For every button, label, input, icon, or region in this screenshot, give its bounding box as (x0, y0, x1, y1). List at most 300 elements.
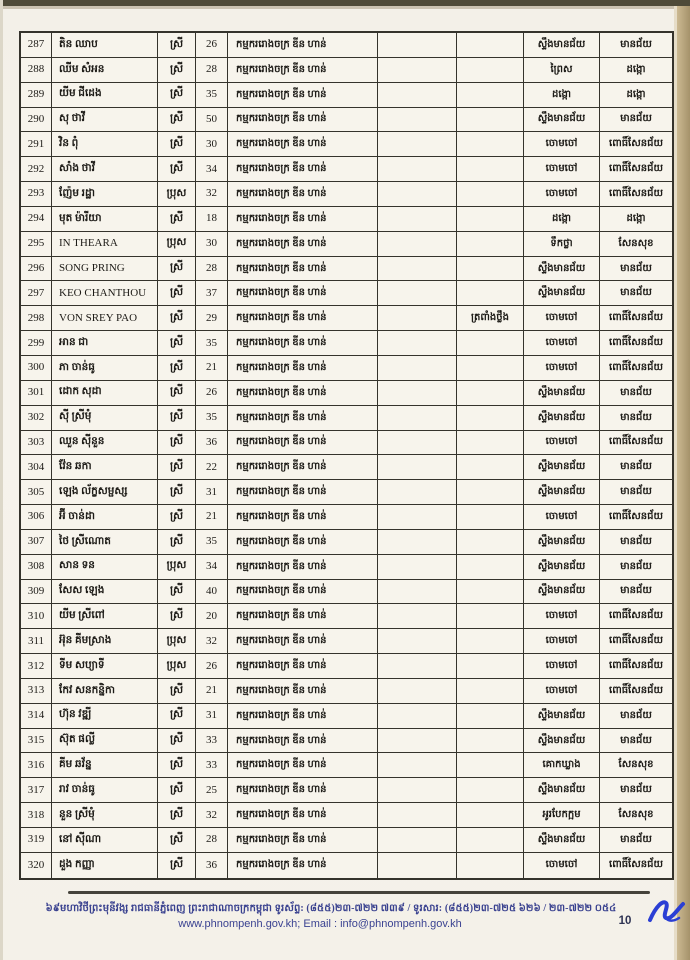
cell-no: 307 (21, 530, 52, 555)
cell-khan: ពោធិ៍សែនជ័យ (600, 331, 672, 356)
cell-sangkat: ស្ទឹងមានជ័យ (524, 257, 600, 282)
cell-age: 36 (196, 853, 228, 878)
cell-age: 26 (196, 654, 228, 679)
cell-sangkat: ចោមចៅ (524, 331, 600, 356)
cell-khan: មានជ័យ (600, 555, 672, 580)
cell-age: 29 (196, 306, 228, 331)
cell-address (378, 281, 457, 306)
cell-gender: ស្រី (158, 306, 196, 331)
cell-gender: ស្រី (158, 704, 196, 729)
cell-gender: ស្រី (158, 853, 196, 878)
cell-occupation: កម្មកររោងចក្រ ឌីន ហាន់ (228, 530, 378, 555)
cell-age: 21 (196, 679, 228, 704)
cell-sangkat: ស្ទឹងមានជ័យ (524, 406, 600, 431)
cell-no: 318 (21, 803, 52, 828)
cell-address (378, 132, 457, 157)
cell-age: 22 (196, 455, 228, 480)
cell-name: នួន ស្រីមុំ (52, 803, 158, 828)
cell-name: ទីម សប្យាទី (52, 654, 158, 679)
footer-divider (68, 891, 650, 894)
cell-khan: មានជ័យ (600, 257, 672, 282)
cell-age: 50 (196, 108, 228, 133)
cell-occupation: កម្មកររោងចក្រ ឌីន ហាន់ (228, 828, 378, 853)
cell-sangkat: ដង្កោ (524, 207, 600, 232)
cell-khan: មានជ័យ (600, 778, 672, 803)
cell-khan: ពោធិ៍សែនជ័យ (600, 654, 672, 679)
cell-khan: សែនសុខ (600, 232, 672, 257)
cell-village (457, 331, 524, 356)
cell-village (457, 33, 524, 58)
cell-khan: ដង្កោ (600, 207, 672, 232)
cell-khan: មានជ័យ (600, 281, 672, 306)
cell-occupation: កម្មកររោងចក្រ ឌីន ហាន់ (228, 778, 378, 803)
cell-address (378, 431, 457, 456)
cell-address (378, 455, 457, 480)
cell-address (378, 480, 457, 505)
cell-name: អ៊ី ចាន់ដា (52, 505, 158, 530)
cell-occupation: កម្មកររោងចក្រ ឌីន ហាន់ (228, 853, 378, 878)
cell-gender: ស្រី (158, 803, 196, 828)
cell-occupation: កម្មកររោងចក្រ ឌីន ហាន់ (228, 157, 378, 182)
cell-village (457, 281, 524, 306)
cell-age: 35 (196, 83, 228, 108)
cell-age: 35 (196, 331, 228, 356)
cell-address (378, 580, 457, 605)
cell-village (457, 132, 524, 157)
cell-sangkat: ស្ទឹងមានជ័យ (524, 555, 600, 580)
cell-no: 309 (21, 580, 52, 605)
cell-gender: ស្រី (158, 828, 196, 853)
cell-sangkat: ស្ទឹងមានជ័យ (524, 108, 600, 133)
cell-village (457, 555, 524, 580)
cell-no: 320 (21, 853, 52, 878)
cell-age: 26 (196, 381, 228, 406)
cell-occupation: កម្មកររោងចក្រ ឌីន ហាន់ (228, 182, 378, 207)
cell-khan: មានជ័យ (600, 406, 672, 431)
cell-sangkat: ចោមចៅ (524, 306, 600, 331)
cell-village (457, 431, 524, 456)
cell-village (457, 604, 524, 629)
cell-sangkat: ចោមចៅ (524, 182, 600, 207)
cell-khan: មានជ័យ (600, 704, 672, 729)
cell-khan: មានជ័យ (600, 33, 672, 58)
cell-occupation: កម្មកររោងចក្រ ឌីន ហាន់ (228, 455, 378, 480)
cell-no: 296 (21, 257, 52, 282)
cell-occupation: កម្មកររោងចក្រ ឌីន ហាន់ (228, 232, 378, 257)
cell-khan: សែនសុខ (600, 803, 672, 828)
cell-address (378, 257, 457, 282)
footer-contact: www.phnompenh.gov.kh; Email : info@phnompenh.gov.kh (178, 918, 462, 930)
cell-gender: ស្រី (158, 455, 196, 480)
cell-age: 35 (196, 406, 228, 431)
cell-name: IN THEARA (52, 232, 158, 257)
cell-gender: ស្រី (158, 480, 196, 505)
cell-village (457, 778, 524, 803)
cell-gender: ប្រុស (158, 654, 196, 679)
cell-age: 32 (196, 182, 228, 207)
cell-name: យីម ស្រីពៅ (52, 604, 158, 629)
cell-village (457, 455, 524, 480)
cell-name: គីម ឆវ័ន្ន (52, 753, 158, 778)
cell-age: 34 (196, 157, 228, 182)
cell-gender: ស្រី (158, 257, 196, 282)
cell-khan: ដង្កោ (600, 58, 672, 83)
cell-no: 289 (21, 83, 52, 108)
cell-no: 313 (21, 679, 52, 704)
cell-sangkat: ស្ទឹងមានជ័យ (524, 480, 600, 505)
cell-gender: ស្រី (158, 281, 196, 306)
cell-gender: ស្រី (158, 505, 196, 530)
cell-gender: ស្រី (158, 108, 196, 133)
cell-address (378, 232, 457, 257)
cell-sangkat: ចោមចៅ (524, 654, 600, 679)
cell-age: 36 (196, 431, 228, 456)
cell-occupation: កម្មកររោងចក្រ ឌីន ហាន់ (228, 356, 378, 381)
cell-khan: សែនសុខ (600, 753, 672, 778)
cell-age: 21 (196, 356, 228, 381)
cell-gender: ប្រុស (158, 555, 196, 580)
cell-occupation: កម្មកររោងចក្រ ឌីន ហាន់ (228, 505, 378, 530)
photo-edge-top-shadow (0, 6, 690, 9)
cell-name: ហ៊ុន វឌ្ឍី (52, 704, 158, 729)
cell-age: 18 (196, 207, 228, 232)
cell-address (378, 604, 457, 629)
cell-no: 305 (21, 480, 52, 505)
cell-village (457, 853, 524, 878)
cell-gender: ប្រុស (158, 629, 196, 654)
cell-gender: ស្រី (158, 381, 196, 406)
cell-village: ត្រពាំងថ្លឹង (457, 306, 524, 331)
cell-village (457, 753, 524, 778)
cell-khan: មានជ័យ (600, 828, 672, 853)
cell-address (378, 83, 457, 108)
cell-khan: មានជ័យ (600, 530, 672, 555)
cell-name: សាំង ថាវី (52, 157, 158, 182)
cell-sangkat: ស្ទឹងមានជ័យ (524, 828, 600, 853)
cell-no: 306 (21, 505, 52, 530)
cell-sangkat: ចោមចៅ (524, 679, 600, 704)
cell-gender: ស្រី (158, 729, 196, 754)
cell-gender: ស្រី (158, 58, 196, 83)
cell-gender: ស្រី (158, 83, 196, 108)
cell-gender: ប្រុស (158, 182, 196, 207)
cell-name: កែវ សនកន្និកា (52, 679, 158, 704)
cell-khan: ពោធិ៍សែនជ័យ (600, 356, 672, 381)
cell-name: ឡេង ល័ក្ខសម្ផស្ស (52, 480, 158, 505)
cell-name: ឈីម សំអន (52, 58, 158, 83)
cell-age: 32 (196, 629, 228, 654)
cell-name: សាន ទន (52, 555, 158, 580)
cell-village (457, 803, 524, 828)
cell-occupation: កម្មកររោងចក្រ ឌីន ហាន់ (228, 306, 378, 331)
cell-khan: មានជ័យ (600, 729, 672, 754)
cell-occupation: កម្មកររោងចក្រ ឌីន ហាន់ (228, 679, 378, 704)
cell-age: 32 (196, 803, 228, 828)
cell-occupation: កម្មកររោងចក្រ ឌីន ហាន់ (228, 704, 378, 729)
cell-no: 298 (21, 306, 52, 331)
cell-address (378, 381, 457, 406)
cell-sangkat: ស្ទឹងមានជ័យ (524, 33, 600, 58)
cell-occupation: កម្មកររោងចក្រ ឌីន ហាន់ (228, 132, 378, 157)
cell-khan: ពោធិ៍សែនជ័យ (600, 431, 672, 456)
cell-khan: ពោធិ៍សែនជ័យ (600, 604, 672, 629)
photo-edge-right (677, 6, 690, 960)
cell-no: 315 (21, 729, 52, 754)
cell-occupation: កម្មកររោងចក្រ ឌីន ហាន់ (228, 654, 378, 679)
cell-name: នៅ ស៊ីណា (52, 828, 158, 853)
cell-occupation: កម្មកររោងចក្រ ឌីន ហាន់ (228, 629, 378, 654)
cell-sangkat: ស្ទឹងមានជ័យ (524, 580, 600, 605)
cell-village (457, 580, 524, 605)
cell-gender: ស្រី (158, 753, 196, 778)
cell-occupation: កម្មកររោងចក្រ ឌីន ហាន់ (228, 604, 378, 629)
cell-no: 291 (21, 132, 52, 157)
cell-occupation: កម្មកររោងចក្រ ឌីន ហាន់ (228, 281, 378, 306)
cell-age: 28 (196, 58, 228, 83)
cell-address (378, 729, 457, 754)
cell-name: VON SREY PAO (52, 306, 158, 331)
cell-gender: ស្រី (158, 679, 196, 704)
cell-no: 290 (21, 108, 52, 133)
cell-village (457, 381, 524, 406)
cell-gender: ស្រី (158, 331, 196, 356)
cell-khan: ពោធិ៍សែនជ័យ (600, 679, 672, 704)
cell-name: អ៊ុន គីមស្រាង (52, 629, 158, 654)
cell-no: 311 (21, 629, 52, 654)
cell-gender: ស្រី (158, 356, 196, 381)
cell-village (457, 828, 524, 853)
cell-village (457, 679, 524, 704)
cell-name: វិន ពុំ (52, 132, 158, 157)
cell-occupation: កម្មកររោងចក្រ ឌីន ហាន់ (228, 58, 378, 83)
cell-occupation: កម្មកររោងចក្រ ឌីន ហាន់ (228, 753, 378, 778)
cell-sangkat: ចោមចៅ (524, 157, 600, 182)
cell-sangkat: ចោមចៅ (524, 853, 600, 878)
cell-sangkat: ស្ទឹងមានជ័យ (524, 530, 600, 555)
cell-age: 33 (196, 729, 228, 754)
cell-no: 299 (21, 331, 52, 356)
cell-village (457, 182, 524, 207)
cell-village (457, 58, 524, 83)
cell-occupation: កម្មកររោងចក្រ ឌីន ហាន់ (228, 406, 378, 431)
cell-village (457, 108, 524, 133)
cell-address (378, 182, 457, 207)
cell-name: វ៉ែន ឆកា (52, 455, 158, 480)
cell-sangkat: ចោមចៅ (524, 604, 600, 629)
cell-no: 294 (21, 207, 52, 232)
cell-age: 34 (196, 555, 228, 580)
cell-occupation: កម្មកររោងចក្រ ឌីន ហាន់ (228, 381, 378, 406)
cell-village (457, 157, 524, 182)
cell-no: 300 (21, 356, 52, 381)
cell-name: សុ ថាវី (52, 108, 158, 133)
cell-name: អាន ជា (52, 331, 158, 356)
cell-no: 314 (21, 704, 52, 729)
cell-village (457, 530, 524, 555)
cell-occupation: កម្មកររោងចក្រ ឌីន ហាន់ (228, 729, 378, 754)
cell-age: 30 (196, 232, 228, 257)
cell-sangkat: ចោមចៅ (524, 629, 600, 654)
cell-khan: មានជ័យ (600, 480, 672, 505)
cell-age: 30 (196, 132, 228, 157)
cell-gender: ស្រី (158, 132, 196, 157)
cell-sangkat: ស្ទឹងមានជ័យ (524, 778, 600, 803)
cell-address (378, 654, 457, 679)
cell-age: 20 (196, 604, 228, 629)
cell-no: 304 (21, 455, 52, 480)
cell-name: យីម ជីដេង (52, 83, 158, 108)
cell-sangkat: ទឹកថ្លា (524, 232, 600, 257)
cell-address (378, 778, 457, 803)
cell-khan: មានជ័យ (600, 580, 672, 605)
cell-no: 287 (21, 33, 52, 58)
cell-no: 295 (21, 232, 52, 257)
cell-address (378, 679, 457, 704)
cell-khan: ពោធិ៍សែនជ័យ (600, 306, 672, 331)
cell-name: ថៃ ស្រីណោត (52, 530, 158, 555)
cell-name: តិន ឈាប (52, 33, 158, 58)
cell-address (378, 157, 457, 182)
cell-village (457, 207, 524, 232)
cell-no: 301 (21, 381, 52, 406)
signature-mark (646, 894, 688, 932)
cell-occupation: កម្មកររោងចក្រ ឌីន ហាន់ (228, 431, 378, 456)
cell-sangkat: អូរបែកក្អម (524, 803, 600, 828)
cell-no: 312 (21, 654, 52, 679)
cell-sangkat: ស្ទឹងមានជ័យ (524, 704, 600, 729)
cell-gender: ស្រី (158, 580, 196, 605)
cell-age: 25 (196, 778, 228, 803)
cell-gender: ស្រី (158, 778, 196, 803)
cell-address (378, 356, 457, 381)
cell-occupation: កម្មកររោងចក្រ ឌីន ហាន់ (228, 331, 378, 356)
cell-gender: ស្រី (158, 604, 196, 629)
cell-khan: ពោធិ៍សែនជ័យ (609, 859, 663, 871)
cell-address (378, 530, 457, 555)
cell-village (457, 232, 524, 257)
cell-name: ឈួន ស៊ីនួន (52, 431, 158, 456)
cell-village (457, 480, 524, 505)
cell-name: សែស ឡេង (52, 580, 158, 605)
cell-address (378, 406, 457, 431)
cell-no: 293 (21, 182, 52, 207)
cell-khan: ពោធិ៍សែនជ័យ (600, 182, 672, 207)
cell-age: 26 (196, 33, 228, 58)
cell-sangkat: ដង្កោ (524, 83, 600, 108)
cell-sangkat: ព្រៃស (524, 58, 600, 83)
cell-address (378, 331, 457, 356)
cell-gender: ប្រុស (158, 232, 196, 257)
cell-address (378, 505, 457, 530)
cell-sangkat: ស្ទឹងមានជ័យ (524, 381, 600, 406)
cell-name: ស៊ុត ផល្លី (52, 729, 158, 754)
photo-edge-left (0, 0, 3, 960)
cell-occupation: កម្មកររោងចក្រ ឌីន ហាន់ (228, 555, 378, 580)
cell-khan: មានជ័យ (600, 108, 672, 133)
cell-occupation: កម្មកររោងចក្រ ឌីន ហាន់ (228, 580, 378, 605)
cell-khan: ពោធិ៍សែនជ័យ (600, 132, 672, 157)
cell-age: 33 (196, 753, 228, 778)
cell-occupation: កម្មកររោងចក្រ ឌីន ហាន់ (228, 83, 378, 108)
cell-no: 316 (21, 753, 52, 778)
cell-gender: ស្រី (158, 207, 196, 232)
cell-gender: ស្រី (158, 157, 196, 182)
cell-village (457, 257, 524, 282)
cell-no: 303 (21, 431, 52, 456)
cell-gender: ស្រី (158, 406, 196, 431)
cell-occupation: កម្មកររោងចក្រ ឌីន ហាន់ (228, 108, 378, 133)
cell-no: 297 (21, 281, 52, 306)
cell-name: ដោក សុដា (52, 381, 158, 406)
cell-age: 37 (196, 281, 228, 306)
cell-sangkat: ស្ទឹងមានជ័យ (524, 281, 600, 306)
cell-no: 310 (21, 604, 52, 629)
cell-no: 292 (21, 157, 52, 182)
cell-no: 308 (21, 555, 52, 580)
cell-age: 40 (196, 580, 228, 605)
cell-address (378, 629, 457, 654)
cell-address (378, 853, 457, 878)
cell-name: ញ៉ែម រដ្ឋា (52, 182, 158, 207)
cell-address (378, 108, 457, 133)
cell-village (457, 654, 524, 679)
cell-occupation: កម្មកររោងចក្រ ឌីន ហាន់ (228, 33, 378, 58)
cell-age: 31 (196, 704, 228, 729)
cell-village (457, 729, 524, 754)
cell-address (378, 306, 457, 331)
cell-no: 317 (21, 778, 52, 803)
cell-address (378, 555, 457, 580)
footer-address: ៦៩មហាវិថីព្រះមុនីវង្ស រាជធានីភ្នំពេញ ព្រះរាជាណាចក្រកម្ពុជា ទូរស័ព្ទ: (៨៥៥)២៣-៧២២ ៧៣៩ / ទូរសារ: (៨៥៥)២៣-៧២៥ ៦២៦ / ២៣-៧២២ ០៥៤ (45, 903, 617, 914)
cell-sangkat: ចោមចៅ (524, 356, 600, 381)
cell-name: SONG PRING (52, 257, 158, 282)
cell-village (457, 505, 524, 530)
cell-khan: មានជ័យ (600, 381, 672, 406)
cell-age: 35 (196, 530, 228, 555)
cell-age: 28 (196, 257, 228, 282)
cell-age: 21 (196, 505, 228, 530)
cell-name: KEO CHANTHOU (52, 281, 158, 306)
cell-khan: មានជ័យ (600, 455, 672, 480)
cell-name: ដួង កញ្ញា (52, 853, 158, 878)
cell-name: ស៊ី ស្រីមុំ (52, 406, 158, 431)
cell-sangkat: ចោមចៅ (524, 505, 600, 530)
cell-village (457, 356, 524, 381)
cell-village (457, 83, 524, 108)
cell-occupation: កម្មកររោងចក្រ ឌីន ហាន់ (228, 803, 378, 828)
cell-address (378, 33, 457, 58)
cell-village (457, 406, 524, 431)
cell-no: 288 (21, 58, 52, 83)
cell-name: រាវ ចាន់ធូ (52, 778, 158, 803)
cell-occupation: កម្មកររោងចក្រ ឌីន ហាន់ (228, 480, 378, 505)
cell-khan: ពោធិ៍សែនជ័យ (600, 505, 672, 530)
cell-name: ភា ចាន់ធូ (52, 356, 158, 381)
cell-occupation: កម្មកររោងចក្រ ឌីន ហាន់ (228, 257, 378, 282)
cell-no: 302 (21, 406, 52, 431)
cell-sangkat: ចោមចៅ (524, 431, 600, 456)
cell-khan: ពោធិ៍សែនជ័យ (600, 629, 672, 654)
page-number: 10 (618, 915, 632, 927)
cell-name: មុត ម៉ារីយា (52, 207, 158, 232)
cell-sangkat: គោកឃ្លាង (524, 753, 600, 778)
cell-address (378, 828, 457, 853)
cell-village (457, 629, 524, 654)
cell-address (378, 207, 457, 232)
cell-occupation: កម្មកររោងចក្រ ឌីន ហាន់ (228, 207, 378, 232)
cell-gender: ស្រី (158, 530, 196, 555)
cell-village (457, 704, 524, 729)
